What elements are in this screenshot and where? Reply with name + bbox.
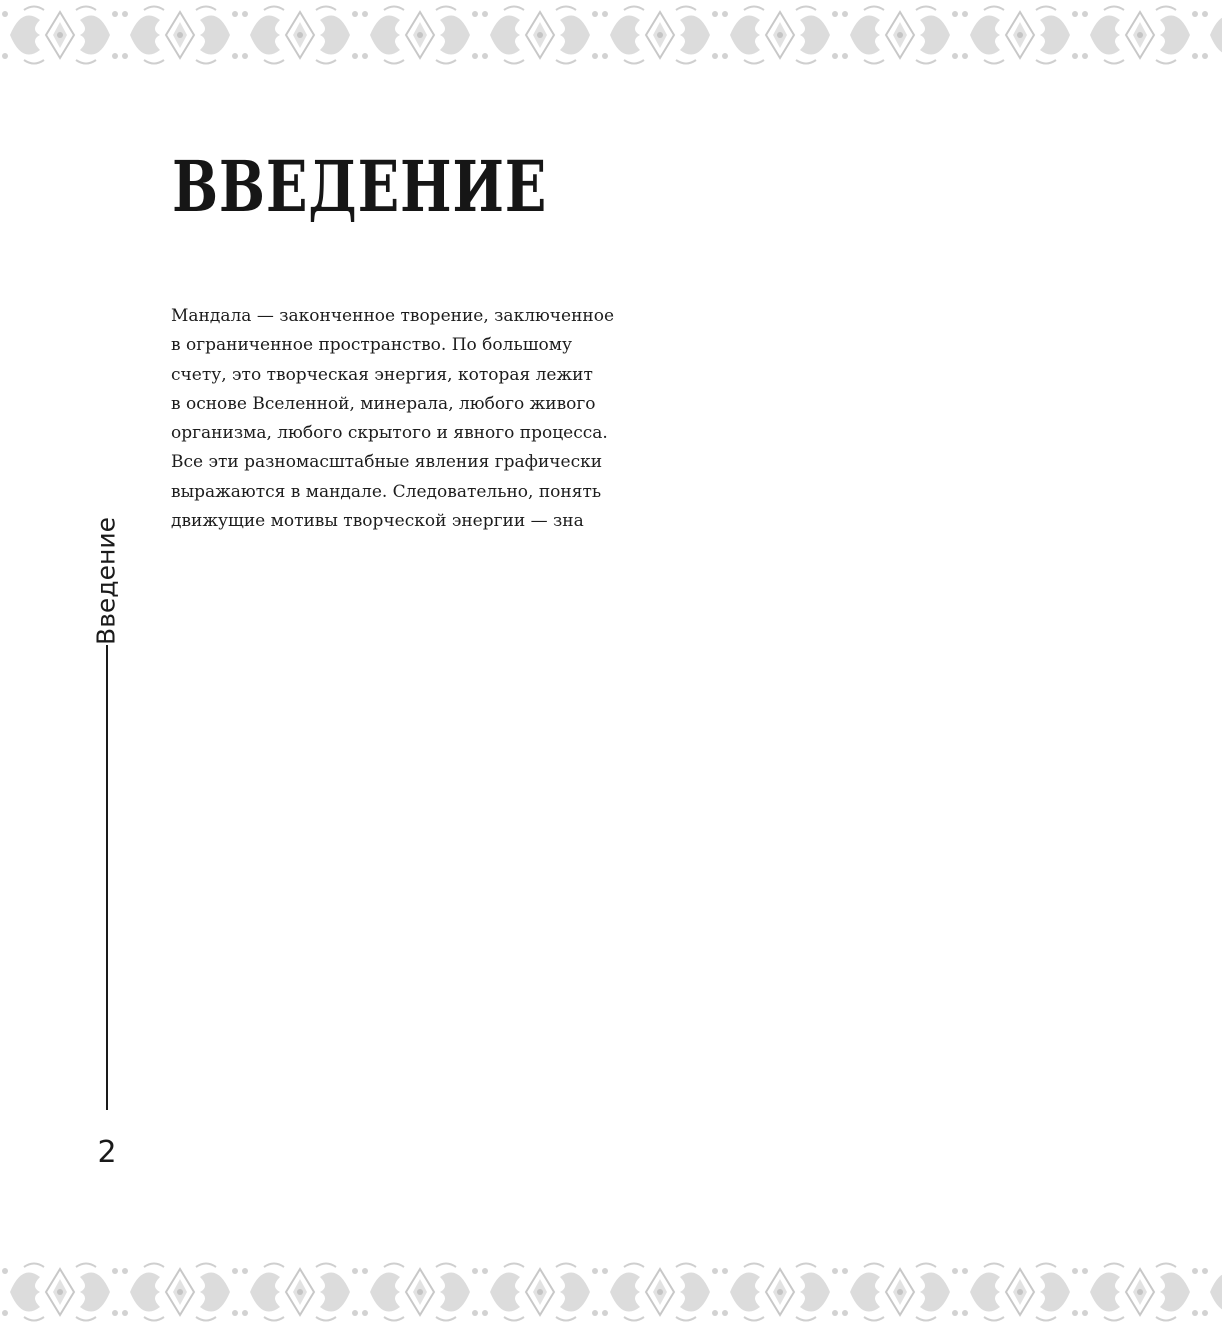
top-ornament-border <box>0 0 1222 70</box>
side-divider <box>106 645 108 1110</box>
page-number: 2 <box>97 1135 117 1170</box>
paragraph-line: в основе Вселенной, минерала, любого живого <box>171 393 596 414</box>
lace-ornament-icon <box>0 1257 1222 1327</box>
paragraph-line: движущие мотивы творческой энергии — зна <box>171 511 584 532</box>
running-header-text: Введение <box>91 517 121 645</box>
lace-ornament-icon <box>0 0 1222 70</box>
running-header <box>84 515 128 647</box>
paragraph-line: Все эти разномасштабные явления графически <box>171 452 603 473</box>
paragraph-line: в ограниченное пространство. По большому <box>171 335 572 356</box>
paragraph-line: счету, это творческая энергия, которая лежит <box>171 364 593 385</box>
bottom-ornament-border <box>0 1257 1222 1327</box>
body-paragraph <box>171 302 641 536</box>
paragraph-line: Мандала — законченное творение, заключенное <box>171 306 615 326</box>
paragraph-line: выражаются в мандале. Следовательно, понять <box>171 481 602 502</box>
paragraph-line: организма, любого скрытого и явного процесса. <box>171 423 608 444</box>
chapter-title: ВВЕДЕНИЕ <box>172 145 548 228</box>
